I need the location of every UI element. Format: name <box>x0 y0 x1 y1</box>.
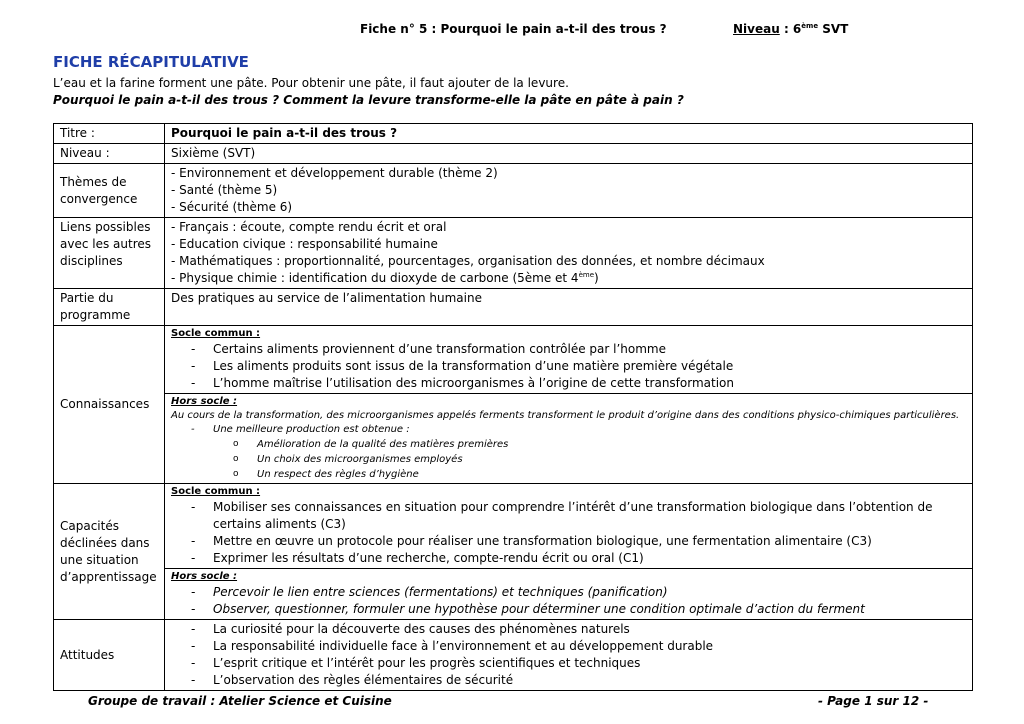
hors-socle-text: Au cours de la transformation, des microorganismes appelés ferments transforment le produit d’origine dans des conditions physico-chimiques particulières. <box>171 410 960 421</box>
socle-label: Socle commun : <box>171 328 261 339</box>
hors-socle-list <box>171 423 966 437</box>
socle-list <box>171 341 966 392</box>
row-titre <box>54 124 973 144</box>
list-item: - Mathématiques : proportionnalité, pourcentages, organisation des données, et nombre décimaux <box>171 254 765 268</box>
hors-socle-list <box>171 584 966 618</box>
titre-value: Pourquoi le pain a-t-il des trous ? <box>165 124 973 144</box>
level-label: Niveau <box>733 22 780 36</box>
list-item: - Exprimer les résultats d’une recherche, compte-rendu écrit ou oral (C1) <box>191 550 966 567</box>
connaissances-hors-socle <box>165 393 972 483</box>
connaissances-value <box>165 326 973 484</box>
list-item-end: ) <box>594 271 599 285</box>
capacites-value <box>165 484 973 620</box>
list-item: - La curiosité pour la découverte des causes des phénomènes naturels <box>191 621 966 638</box>
list-item: - Education civique : responsabilité humaine <box>171 237 438 251</box>
row-connaissances <box>54 326 973 484</box>
level-num: 6 <box>792 22 802 36</box>
attitudes-list <box>171 621 966 689</box>
socle-label: Socle commun : <box>171 486 261 497</box>
intro-question: Pourquoi le pain a-t-il des trous ? Comment la levure transforme-elle la pâte en pâte à pain ? <box>53 93 684 107</box>
hors-socle-label: Hors socle : <box>171 571 238 582</box>
list-item: - Les aliments produits sont issus de la transformation d’une matière première végétale <box>191 358 966 375</box>
list-item: - Santé (thème 5) <box>171 183 278 197</box>
list-item: - Percevoir le lien entre sciences (fermentations) et techniques (panification) <box>191 584 966 601</box>
list-item: - L’observation des règles élémentaires de sécurité <box>191 672 966 689</box>
capacites-socle <box>165 484 972 568</box>
titre-label: Titre : <box>54 124 165 144</box>
partie-value: Des pratiques au service de l’alimentation humaine <box>165 289 973 326</box>
hors-socle-sublist <box>171 437 966 482</box>
list-item: - Certains aliments proviennent d’une transformation contrôlée par l’homme <box>191 341 966 358</box>
connaissances-socle <box>165 326 972 393</box>
level-sep: : <box>779 22 793 36</box>
list-item: - Observer, questionner, formuler une hypothèse pour déterminer une condition optimale d’action du ferment <box>191 601 966 618</box>
level-sup: ème <box>801 22 819 30</box>
list-item: o Un respect des règles d’hygiène <box>233 467 966 482</box>
list-item: - Sécurité (thème 6) <box>171 200 293 214</box>
attitudes-label: Attitudes <box>54 620 165 691</box>
socle-list <box>171 499 966 567</box>
liens-label: Liens possibles avec les autres disciplines <box>54 218 165 289</box>
liens-value <box>165 218 973 289</box>
hors-socle-label: Hors socle : <box>171 396 238 407</box>
row-capacites <box>54 484 973 620</box>
niveau-value: Sixième (SVT) <box>165 144 973 164</box>
capacites-hors-socle <box>165 568 972 619</box>
list-item: - La responsabilité individuelle face à l’environnement et au développement durable <box>191 638 966 655</box>
page-title: FICHE RÉCAPITULATIVE <box>53 53 249 71</box>
level-subject: SVT <box>818 22 849 36</box>
list-item: o Un choix des microorganismes employés <box>233 452 966 467</box>
themes-value <box>165 164 973 218</box>
list-item-sup: ème <box>578 271 594 279</box>
row-attitudes <box>54 620 973 691</box>
summary-table <box>53 123 973 691</box>
footer-page: - Page 1 sur 12 - <box>818 694 929 708</box>
partie-label: Partie du programme <box>54 289 165 326</box>
attitudes-value <box>165 620 973 691</box>
row-liens <box>54 218 973 289</box>
connaissances-label: Connaissances <box>54 326 165 484</box>
capacites-label: Capacités déclinées dans une situation d’apprentissage <box>54 484 165 620</box>
row-themes <box>54 164 973 218</box>
intro <box>53 75 684 109</box>
list-item: - Mettre en œuvre un protocole pour réaliser une transformation biologique, une fermentation alimentaire (C3) <box>191 533 966 550</box>
list-item: - Français : écoute, compte rendu écrit et oral <box>171 220 447 234</box>
row-partie <box>54 289 973 326</box>
list-item: - Une meilleure production est obtenue : <box>191 423 966 437</box>
niveau-label: Niveau : <box>54 144 165 164</box>
list-item: o Amélioration de la qualité des matières premières <box>233 437 966 452</box>
list-item: - Mobiliser ses connaissances en situation pour comprendre l’intérêt d’une transformation biologique dans l’obtention de certains aliments (C3) <box>191 499 966 533</box>
footer-group: Groupe de travail : Atelier Science et Cuisine <box>88 694 392 708</box>
list-item: - L’homme maîtrise l’utilisation des microorganismes à l’origine de cette transformation <box>191 375 966 392</box>
intro-statement: L’eau et la farine forment une pâte. Pour obtenir une pâte, il faut ajouter de la levure. <box>53 76 569 90</box>
list-item: - L’esprit critique et l’intérêt pour les progrès scientifiques et techniques <box>191 655 966 672</box>
list-item: - Environnement et développement durable (thème 2) <box>171 166 498 180</box>
list-item-text: - Physique chimie : identification du dioxyde de carbone (5ème et 4 <box>171 271 579 285</box>
row-niveau <box>54 144 973 164</box>
header-level <box>733 22 848 36</box>
list-item <box>171 270 966 287</box>
themes-label: Thèmes de convergence <box>54 164 165 218</box>
header-title: Fiche n° 5 : Pourquoi le pain a-t-il des trous ? <box>360 22 667 36</box>
